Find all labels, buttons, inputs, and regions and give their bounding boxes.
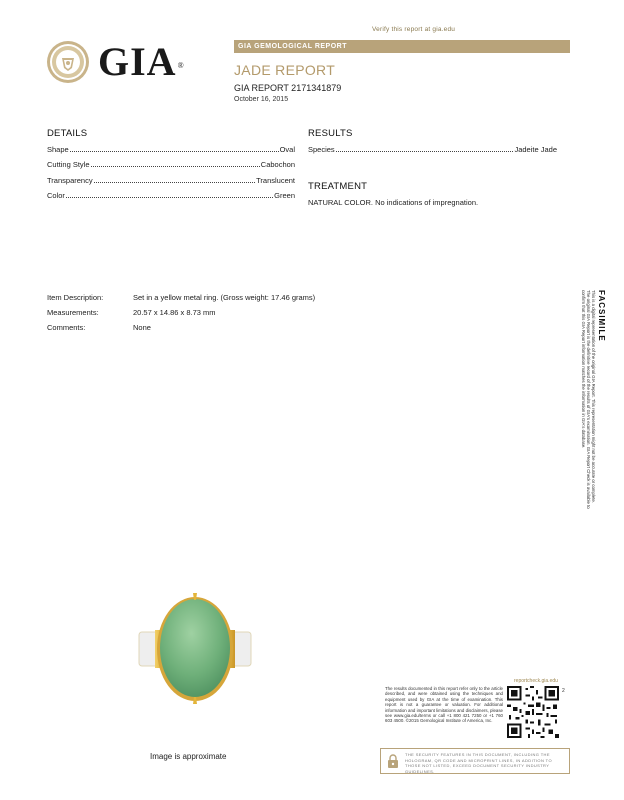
brand-name: GIA: [98, 39, 177, 84]
detail-value: Cabochon: [260, 160, 295, 169]
item-description-value: Set in a yellow metal ring. (Gross weight: 17.46 grams): [133, 293, 316, 302]
report-number: GIA REPORT 2171341879: [234, 83, 342, 93]
details-row-color: [47, 191, 295, 200]
report-type: JADE REPORT: [234, 62, 336, 78]
results-title: RESULTS: [308, 128, 353, 139]
report-date: October 16, 2015: [234, 96, 289, 103]
lock-icon: [387, 754, 399, 768]
security-notice: [380, 748, 570, 774]
detail-value: Translucent: [256, 176, 295, 185]
detail-label: Color: [47, 191, 65, 200]
details-row-transparency: [47, 176, 295, 185]
detail-label: Cutting Style: [47, 160, 90, 169]
verify-link[interactable]: Verify this report at gia.edu: [372, 26, 456, 33]
measurements-value: 20.57 x 14.86 x 8.73 mm: [133, 308, 216, 317]
detail-value: Green: [274, 191, 295, 200]
image-caption: Image is approximate: [150, 752, 227, 761]
treatment-text: NATURAL COLOR. No indications of impregnation.: [308, 198, 479, 207]
facsimile-title: FACSIMILE: [597, 290, 606, 342]
comments-label: Comments:: [47, 323, 86, 332]
facsimile-text: This is a digital representation of the original GIA Report. This representation might not be accurate or complete. The original GIA Report is the definitive record of the results of GIA's examination. GIA Report Check is available to confirm that this GIA Report information matches the information in GIA's database.: [581, 290, 596, 509]
gia-seal-icon: [46, 40, 90, 84]
result-value: Jadeite Jade: [514, 145, 557, 154]
report-banner: GIA GEMOLOGICAL REPORT: [234, 40, 570, 53]
result-label: Species: [308, 145, 335, 154]
details-title: DETAILS: [47, 128, 88, 139]
ring-image: [135, 590, 255, 710]
gia-logo: [98, 40, 184, 84]
details-row-cutting-style: [47, 160, 295, 169]
results-row-species: [308, 145, 557, 154]
item-description-label: Item Description:: [47, 293, 104, 302]
security-text: THE SECURITY FEATURES IN THIS DOCUMENT, INCLUDING THE HOLOGRAM, QR CODE AND MICROPRINT LINES, IN ADDITION TO THOSE NOT LISTED, EXCEED DOCUMENT SECURITY INDUSTRY GUIDELINES.: [405, 752, 552, 774]
qr-code-icon[interactable]: [507, 686, 559, 738]
treatment-title: TREATMENT: [308, 181, 368, 192]
measurements-label: Measurements:: [47, 308, 99, 317]
comments-value: None: [133, 323, 151, 332]
trademark-mark: ®: [177, 61, 185, 70]
details-row-shape: [47, 145, 295, 154]
report-check-link[interactable]: reportcheck.gia.edu: [514, 678, 558, 684]
report-check-number: 2: [562, 688, 565, 694]
facsimile-notice: [572, 290, 606, 510]
detail-value: Oval: [279, 145, 295, 154]
disclaimer-text: The results documented in this report refer only to the article described, and were obtained using the techniques and equipment used by GIA at the time of examination. This report is not a guarantee or valuation. For additional information and important limitations and disclaimers, please see www.gia.edu/terms or call +1 800 421 7250 or +1 760 603 4500. ©2015 Gemological Institute of America, Inc.: [385, 686, 503, 724]
detail-label: Shape: [47, 145, 69, 154]
detail-label: Transparency: [47, 176, 93, 185]
